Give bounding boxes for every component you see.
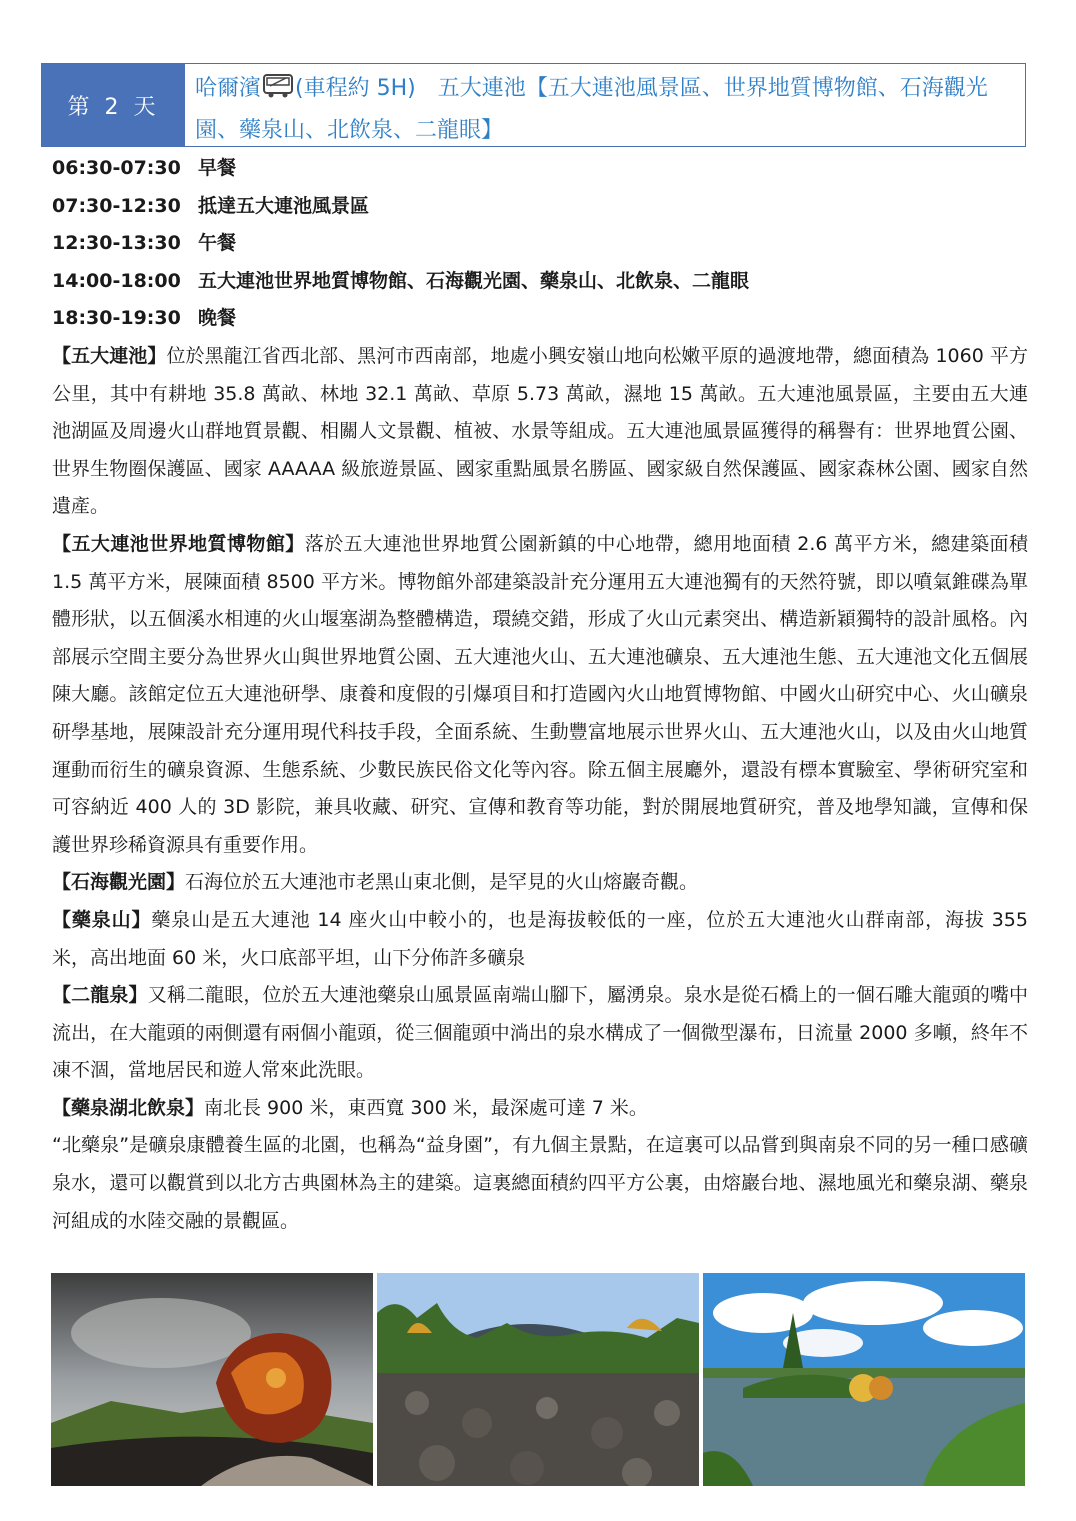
photo-stone-sea [377,1273,699,1486]
schedule-time: 07:30-12:30 [52,194,181,217]
day-header [41,63,1026,147]
paragraph-text: 藥泉山是五大連池 14 座火山中較小的，也是海拔較低的一座，位於五大連池火山群南部，海拔 355 米，高出地面 60 米，火口底部平坦，山下分佈許多礦泉 [52,908,1028,969]
bus-icon [262,73,294,112]
schedule-row [52,263,1032,301]
schedule-row [52,225,1032,263]
schedule-time: 12:30-13:30 [52,232,181,254]
day-title [185,64,1025,146]
paragraph-wudalianchi [52,338,1028,526]
schedule-time: 18:30-19:30 [52,307,181,329]
paragraph-text: 位於黑龍江省西北部、黑河市西南部，地處小興安嶺山地向松嫩平原的過渡地帶，總面積為 1060 平方公里，其中有耕地 35.8 萬畝、林地 32.1 萬畝、草原 5.73 萬畝，濕地 15 萬畝。五大連池風景區，主要由五大連池湖區及周邊火山群地質景觀、相關人文景觀、植被、水景等組成。五大連池風景區獲得的稱譽有：世界地質公園、世界生物圈保護區、國家 AAAAA 級旅遊景區、國家重點風景名勝區、國家級自然保護區、國家森林公園、國家自然遺產。 [52,345,1028,518]
schedule-row [52,300,1032,338]
photo-north-spring-lake [703,1273,1025,1486]
photo-volcanic-rock [51,1273,373,1486]
schedule-time: 14:00-18:00 [52,269,181,292]
paragraph-north-spring [52,1090,1028,1128]
paragraph-text: 南北長 900 米，東西寬 300 米，最深處可達 7 米。 [204,1096,648,1119]
paragraph-heading: 【二龍泉】 [52,984,148,1007]
paragraph-text: 落於五大連池世界地質公園新鎮的中心地帶，總用地面積 2.6 萬平方米，總建築面積 1.5 萬平方米，展陳面積 8500 平方米。博物館外部建築設計充分運用五大連池獨有的天然符號，即以噴氣錐碟為單體形狀，以五個溪水相連的火山堰塞湖為整體構造，環繞交錯，形成了火山元素突出、構造新穎獨特的設計風格。內部展示空間主要分為世界火山與世界地質公園、五大連池火山、五大連池礦泉、五大連池生態、五大連池文化五個展陳大廳。該館定位五大連池研學、康養和度假的引爆項目和打造國內火山地質博物館、中國火山研究中心、火山礦泉研學基地，展陳設計充分運用現代科技手段，全面系統、生動豐富地展示世界火山、五大連池火山，以及由火山地質運動而衍生的礦泉資源、生態系統、少數民族民俗文化等內容。除五個主展廳外，還設有標本實驗室、學術研究室和可容納近 400 人的 3D 影院，兼具收藏、研究、宣傳和教育等功能，對於開展地質研究，普及地學知識，宣傳和保護世界珍稀資源具有重要作用。 [52,532,1028,856]
photo-strip [51,1273,1025,1486]
paragraph-heading: 【藥泉湖北飲泉】 [52,1096,205,1119]
schedule-row [52,150,1032,188]
schedule-time: 06:30-07:30 [52,157,181,179]
paragraph-heading: 【五大連池世界地質博物館】 [52,532,305,555]
paragraph-heading: 【石海觀光園】 [52,871,186,894]
paragraph-erlong-spring [52,977,1028,1090]
schedule-activity: 午餐 [198,232,237,254]
paragraph-text: 又稱二龍眼，位於五大連池藥泉山風景區南端山腳下，屬湧泉。泉水是從石橋上的一個石雕大龍頭的嘴中流出，在大龍頭的兩側還有兩個小龍頭，從三個龍頭中淌出的泉水構成了一個微型瀑布，日流量 2000 多噸，終年不凍不涸，當地居民和遊人常來此洗眼。 [52,984,1028,1082]
paragraph-yaoquan-mountain [52,902,1028,977]
day-label: 第 2 天 [42,64,185,146]
day-title-origin: 哈爾濱 [195,76,262,101]
paragraph-north-spring-detail [52,1127,1028,1240]
schedule-activity: 早餐 [198,157,237,179]
paragraph-heading: 【藥泉山】 [52,908,152,931]
paragraph-heading: 【五大連池】 [52,345,167,367]
schedule-activity: 五大連池世界地質博物館、石海觀光園、藥泉山、北飲泉、二龍眼 [198,269,750,292]
schedule-activity: 晚餐 [198,307,237,329]
day-title-route: (車程約 5H) 五大連池【五大連池風景區、世界地質博物館、石海觀光園、藥泉山、北飲泉、二龍眼】 [195,76,988,143]
schedule-row [52,188,1032,226]
description [52,338,1028,1240]
paragraph-text: “北藥泉”是礦泉康體養生區的北園，也稱為“益身園”，有九個主景點，在這裏可以品嘗到與南泉不同的另一種口感礦泉水，還可以觀賞到以北方古典園林為主的建築。這裏總面積約四平方公裏，由熔巖台地、濕地風光和藥泉湖、藥泉河組成的水陸交融的景觀區。 [52,1134,1028,1232]
schedule [52,150,1032,338]
paragraph-stone-sea [52,864,1028,902]
schedule-activity: 抵達五大連池風景區 [198,194,370,217]
paragraph-geology-museum [52,526,1028,864]
paragraph-text: 石海位於五大連池市老黑山東北側，是罕見的火山熔巖奇觀。 [185,871,699,894]
